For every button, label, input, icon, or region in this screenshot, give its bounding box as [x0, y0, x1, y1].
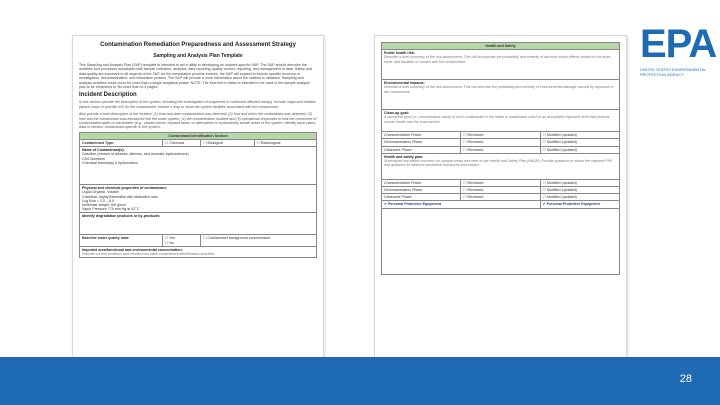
incident-text-2: Also provide a brief description of the incident: (1) time and date contamination was detected; (2) how and when the contaminant was detected; (3) how and the contaminant was introduced into the water system; (4) the contamination incident and (5) operational responses to limit the movement of contaminated water or wastewater (e.g., closed valves; isolated tanks; or alternatives to hydraulically isolate areas of the system. Identify basic plans; data or section: contaminant-specific to the system. [79, 112, 317, 130]
contaminant-table-header: Contaminant Identification Section [80, 132, 317, 139]
health-safety-table [381, 42, 620, 275]
phase-label: Decontamination Phase [382, 139, 461, 146]
public-health-text: Describe a brief summary of the risk assessment. This will incorporate the probability and severity of adverse health effects related to the dose, route, and duration of contact with the contaminant. [384, 55, 612, 64]
property-line: Colorless, highly flammable with distinctive odor [82, 194, 159, 199]
property-line: molecular weight 108 g/mol [82, 202, 126, 207]
cleanup-text: A numerical goal (i.e. concentration value) of each contaminant in the water or wastewater which is an acceptable exposure level that protects human health and the environment. [384, 115, 610, 124]
logo-subtitle: UNITED STATES ENVIRONMENTAL PROTECTION AGENCY [640, 67, 707, 77]
intro-paragraph: This Sampling and Analysis Plan (SAP) template is intended to aid a utility in developing an incident-specific SAP. The SAP should describe the activities and processes associated with sample collection, analysis, data reporting, quality control, reporting, and management of data. Safety and data quality are important to all aspects of the SAP. As the remediation process evolves, the SAP will expand to include specific recovery or investigation, decontamination, and restoration phases. The SAP will provide a more information about the incident is obtained. Sampling and analysis activities could occur for more than a single analytical phase. NOTE: The blue text in italics is intended to be used in the sample analysis plan to be minimized to 'No more than to 4 pages'. [79, 63, 312, 90]
phase-row [382, 179, 620, 186]
reviewed-checkbox[interactable]: ☐ Reviewed [461, 194, 540, 201]
environmental-text: Describe a brief summary of the risk assessment. This will describe the probability and severity of environmental damage caused by exposure to the contaminant. [384, 85, 614, 94]
modified-checkbox[interactable]: ☐ Modified (updated) [540, 146, 619, 153]
modified-checkbox[interactable]: ☐ Modified (updated) [540, 194, 619, 201]
incident-text-1: In this section provide the description of the system, including the investigation of suspected or confirmed affected area(s). Include maps and exhibits (attach maps or provide GIS for the contaminant. Include a map to show the system facilities associated with the contaminant. [79, 100, 316, 109]
baseline-option-background[interactable]: ☐ Contaminant background concentration: [201, 235, 317, 246]
reviewed-checkbox[interactable]: ☐ Reviewed [461, 187, 540, 194]
blank-area [382, 208, 620, 274]
hs-plan-label: Health and safety plan: [384, 154, 424, 159]
reviewed-checkbox[interactable]: ☐ Reviewed [461, 132, 540, 139]
cleanup-label: Clean-up goal: [384, 111, 409, 116]
document-page-left [72, 35, 324, 375]
phase-label: Characterization Phase [382, 179, 461, 186]
phase-label: Characterization Phase [382, 132, 461, 139]
contaminant-name-line: Chemical formula(s) if hydrocarbon [82, 160, 138, 165]
property-line: Log Kow = 2.0 – 6.0 [82, 198, 115, 203]
type-option-chemical[interactable]: ☐ Chemical [162, 140, 200, 147]
contaminant-name-line: CAS Numbers [82, 156, 105, 161]
logo-word: EPA [640, 22, 717, 66]
phase-row [382, 139, 620, 146]
contaminant-type-label: Contaminant Type: [80, 140, 163, 147]
phase-row [382, 146, 620, 153]
reviewed-checkbox[interactable]: ☐ Reviewed [461, 179, 540, 186]
modified-checkbox[interactable]: ☐ Modified (updated) [540, 179, 619, 186]
epa-logo [640, 22, 717, 84]
type-option-biological[interactable]: ☐ Biological [201, 140, 254, 147]
document-subtitle: Sampling and Analysis Plan Template [153, 53, 243, 59]
baseline-label: Baseline water quality data: [80, 235, 163, 246]
contaminant-name-line: Gasoline (mixture of alkanes, alkenes, and aromatic hydrocarbons) [82, 152, 189, 157]
footer-bar [0, 357, 720, 405]
properties-label: Physical and chemical properties of contaminant: [82, 186, 167, 191]
phase-label: Clearance Phase [382, 146, 461, 153]
property-line: Vapor Pressure 775 mm Hg at 42°C [82, 207, 140, 212]
property-line: Liquid Organic, Volatile [82, 190, 119, 195]
phase-label: Clearance Phase [382, 194, 461, 201]
phase-label: Decontamination Phase [382, 187, 461, 194]
baseline-yes-text: ☐ Yes [164, 236, 175, 241]
reviewed-checkbox[interactable]: ☐ Reviewed [461, 139, 540, 146]
ppe-item-a[interactable]: ✔ Personal Protective Equipment [382, 201, 541, 208]
modified-checkbox[interactable]: ☐ Modified (updated) [540, 187, 619, 194]
type-option-radiological[interactable]: ☐ Radiological [254, 140, 316, 147]
environmental-label: Environmental impacts: [384, 81, 425, 86]
public-health-label: Public health risk: [384, 51, 415, 56]
phase-row [382, 187, 620, 194]
baseline-no-text: ☐ No [164, 240, 174, 245]
reviewed-checkbox[interactable]: ☐ Reviewed [461, 146, 540, 153]
incident-heading: Incident Description [79, 92, 137, 99]
contaminant-name-label: Name of Contaminant(s): [82, 148, 125, 153]
baseline-option-yes[interactable] [162, 235, 200, 246]
phase-row [382, 194, 620, 201]
health-safety-header: Health and Safety [382, 43, 620, 50]
slide-page-number: 28 [679, 373, 692, 385]
phase-row [382, 132, 620, 139]
degradation-label: Identify degradation products or by-products: [82, 214, 161, 219]
document-title: Contamination Remediation Preparedness and Assessment Strategy [100, 42, 296, 48]
contaminant-table [79, 132, 317, 258]
ppe-item-b[interactable]: ✔ Personal Protective Equipment [540, 201, 619, 208]
modified-checkbox[interactable]: ☐ Modified (updated) [540, 139, 619, 146]
imported-text: Indicate current locations and results from initial contaminant identification activities. [82, 251, 216, 256]
hs-plan-text: Summarize key safety concerns for sample crews and refer to the Health and Safety Plan (HASP). Provide guidance to inform the required PPE and guidance to minimize accidental exposures and contact. [384, 159, 613, 168]
modified-checkbox[interactable]: ☐ Modified (updated) [540, 132, 619, 139]
imported-label: Imported area/functional and environmental concentration: [82, 247, 183, 252]
document-page-right [374, 35, 627, 375]
